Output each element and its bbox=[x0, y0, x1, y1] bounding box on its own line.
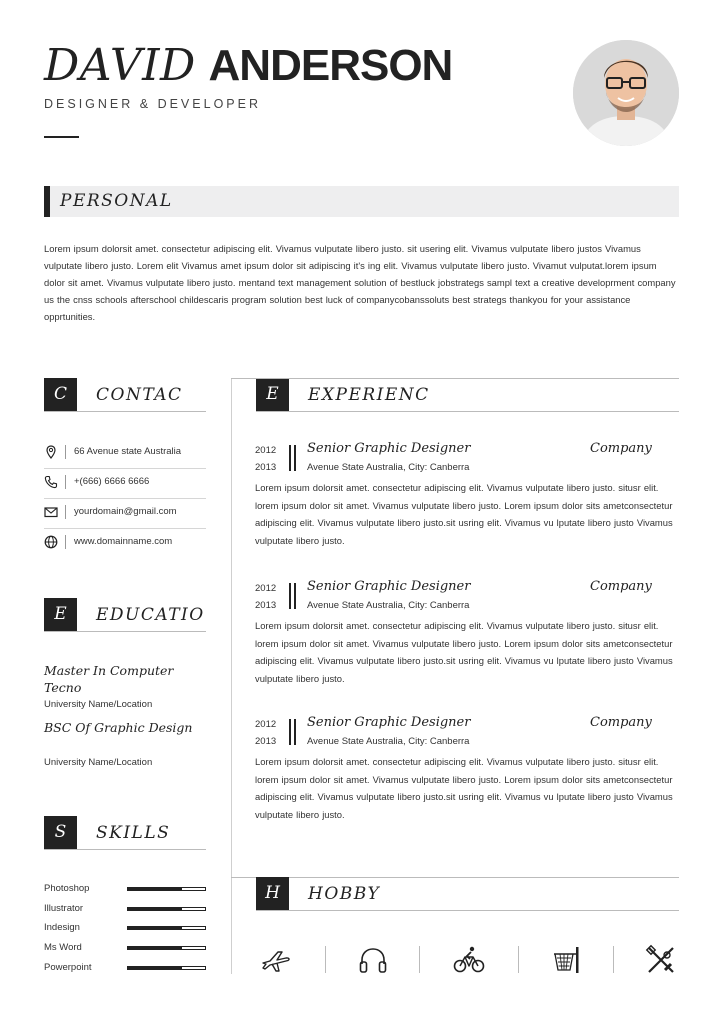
experience-year-start: 2012 bbox=[255, 719, 277, 730]
avatar-photo bbox=[573, 40, 679, 146]
skill-name: Ms Word bbox=[44, 942, 82, 953]
contact-letter-box: C bbox=[44, 378, 77, 411]
skill-fill bbox=[128, 908, 182, 910]
experience-year-start: 2012 bbox=[255, 583, 277, 594]
experience-heading: EXPERIENC bbox=[308, 385, 430, 405]
skill-bar bbox=[127, 926, 206, 930]
education-heading: EDUCATIO bbox=[96, 605, 205, 625]
personal-accent-bar bbox=[44, 186, 50, 217]
hobby-separator bbox=[613, 946, 614, 973]
skill-name: Indesign bbox=[44, 922, 80, 933]
experience-top-rule bbox=[231, 378, 679, 379]
globe-icon bbox=[44, 535, 58, 549]
hobby-top-rule bbox=[231, 877, 679, 878]
experience-job-title: Senior Graphic Designer bbox=[307, 579, 471, 594]
header-rule bbox=[44, 136, 79, 138]
experience-address: Avenue State Australia, City: Canberra bbox=[307, 600, 470, 611]
skill-bar bbox=[127, 907, 206, 911]
education-heading-rule bbox=[44, 631, 206, 632]
experience-marker bbox=[289, 719, 291, 745]
contact-heading-rule bbox=[44, 411, 206, 412]
skills-heading-rule bbox=[44, 849, 206, 850]
experience-marker bbox=[294, 583, 296, 609]
experience-address: Avenue State Australia, City: Canberra bbox=[307, 462, 470, 473]
contact-separator bbox=[65, 445, 66, 459]
experience-year-start: 2012 bbox=[255, 445, 277, 456]
experience-job-title: Senior Graphic Designer bbox=[307, 715, 471, 730]
job-subtitle: DESIGNER & DEVELOPER bbox=[44, 97, 261, 111]
skill-fill bbox=[128, 888, 182, 890]
experience-year-end: 2013 bbox=[255, 736, 277, 747]
bicycle-icon bbox=[453, 944, 485, 976]
education-university: University Name/Location bbox=[44, 699, 153, 710]
contact-separator bbox=[65, 505, 66, 519]
skill-name: Powerpoint bbox=[44, 962, 92, 973]
hobby-heading-rule bbox=[256, 910, 679, 911]
skill-bar bbox=[127, 966, 206, 970]
experience-job-title: Senior Graphic Designer bbox=[307, 441, 471, 456]
resume-name bbox=[44, 40, 452, 91]
hobby-separator bbox=[518, 946, 519, 973]
hobby-separator bbox=[419, 946, 420, 973]
contact-row-website bbox=[44, 529, 206, 559]
experience-year-end: 2013 bbox=[255, 462, 277, 473]
skills-letter-box: S bbox=[44, 816, 77, 849]
contact-row-address bbox=[44, 439, 206, 469]
skill-fill bbox=[128, 927, 182, 929]
education-university: University Name/Location bbox=[44, 757, 153, 768]
skill-name: Illustrator bbox=[44, 903, 84, 914]
basketball-hoop-icon bbox=[551, 944, 583, 976]
phone-icon bbox=[44, 475, 58, 489]
contact-heading: CONTAC bbox=[96, 385, 183, 405]
experience-marker bbox=[294, 445, 296, 471]
experience-letter-box: E bbox=[256, 378, 289, 411]
experience-company: Company bbox=[590, 715, 652, 730]
education-degree: Master In Computer Tecno bbox=[44, 663, 174, 695]
skills-heading: SKILLS bbox=[96, 823, 171, 843]
contact-email[interactable]: yourdomain@gmail.com bbox=[74, 506, 177, 517]
contact-row-email bbox=[44, 499, 206, 529]
sports-tools-icon bbox=[645, 944, 677, 976]
contact-separator bbox=[65, 535, 66, 549]
contact-separator bbox=[65, 475, 66, 489]
contact-address: 66 Avenue state Australia bbox=[74, 446, 182, 457]
personal-heading: PERSONAL bbox=[60, 191, 173, 211]
airplane-icon bbox=[260, 944, 292, 976]
contact-row-phone bbox=[44, 469, 206, 499]
education-degree: BSC Of Graphic Design bbox=[44, 720, 193, 735]
contact-phone: +(666) 6666 6666 bbox=[74, 476, 150, 487]
education-letter-box: E bbox=[44, 598, 77, 631]
experience-description: Lorem ipsum dolorsit amet. consectetur adipiscing elit. Vivamus vulputate libero justo. situsr elit. lorem ipsum dolor sit amet. Vivamus vulputate libero justo. Lorem ipsum dolor sits ametconsectetur adipiscing elit. Vivamus vulputate libero justo.sit usring elit. Vivamus vu lputate libero justo Vivamus vulputate libero justo. bbox=[255, 482, 673, 546]
contact-website[interactable]: www.domainname.com bbox=[74, 536, 173, 547]
experience-year-end: 2013 bbox=[255, 600, 277, 611]
skill-fill bbox=[128, 967, 182, 969]
first-name: DAVID bbox=[44, 40, 196, 91]
experience-marker bbox=[289, 583, 291, 609]
experience-marker bbox=[289, 445, 291, 471]
skill-fill bbox=[128, 947, 182, 949]
experience-company: Company bbox=[590, 441, 652, 456]
skill-name: Photoshop bbox=[44, 883, 90, 894]
headphones-icon bbox=[357, 944, 389, 976]
experience-description: Lorem ipsum dolorsit amet. consectetur adipiscing elit. Vivamus vulputate libero justo. situsr elit. lorem ipsum dolor sit amet. Vivamus vulputate libero justo. Lorem ipsum dolor sits ametconsectetur adipiscing elit. Vivamus vulputate libero justo.sit usring elit. Vivamus vu lputate libero justo Vivamus vulputate libero justo. bbox=[255, 756, 673, 820]
experience-description: Lorem ipsum dolorsit amet. consectetur adipiscing elit. Vivamus vulputate libero justo. situsr elit. lorem ipsum dolor sit amet. Vivamus vulputate libero justo. Lorem ipsum dolor sits ametconsectetur adipiscing elit. Vivamus vulputate libero justo.sit usring elit. Vivamus vu lputate libero justo Vivamus vulputate libero justo. bbox=[255, 620, 673, 684]
location-pin-icon bbox=[44, 445, 58, 459]
skill-bar bbox=[127, 946, 206, 950]
envelope-icon bbox=[44, 505, 58, 519]
skill-bar bbox=[127, 887, 206, 891]
experience-address: Avenue State Australia, City: Canberra bbox=[307, 736, 470, 747]
experience-company: Company bbox=[590, 579, 652, 594]
personal-summary: Lorem ipsum dolorsit amet. consectetur adipiscing elit. Vivamus vulputate libero justo. sit usering elit. Vivamus vulputate libero justos Vivamus vulputate libero justo. Lorem elit Vivamus amet ipsum dolor sit adipiscing it's ing elit. Vivamus vulputate libero justo. Vivamut vulputat.lorem ipsum dolor sit amet. Vivamus vulputate libero justo. mentand text management solution of bestluck jobstrategs sampl text a creative developrment company us the cnss schools afterschool childescaris program solution best luck of companycobanssoluts best strategs thankyou for your assistance opprtunities. bbox=[44, 243, 676, 322]
last-name: ANDERSON bbox=[208, 41, 453, 90]
column-divider bbox=[231, 378, 232, 974]
avatar bbox=[573, 40, 679, 146]
hobby-separator bbox=[325, 946, 326, 973]
hobby-letter-box: H bbox=[256, 877, 289, 910]
experience-heading-rule bbox=[256, 411, 679, 412]
hobby-heading: HOBBY bbox=[308, 884, 381, 904]
experience-marker bbox=[294, 719, 296, 745]
